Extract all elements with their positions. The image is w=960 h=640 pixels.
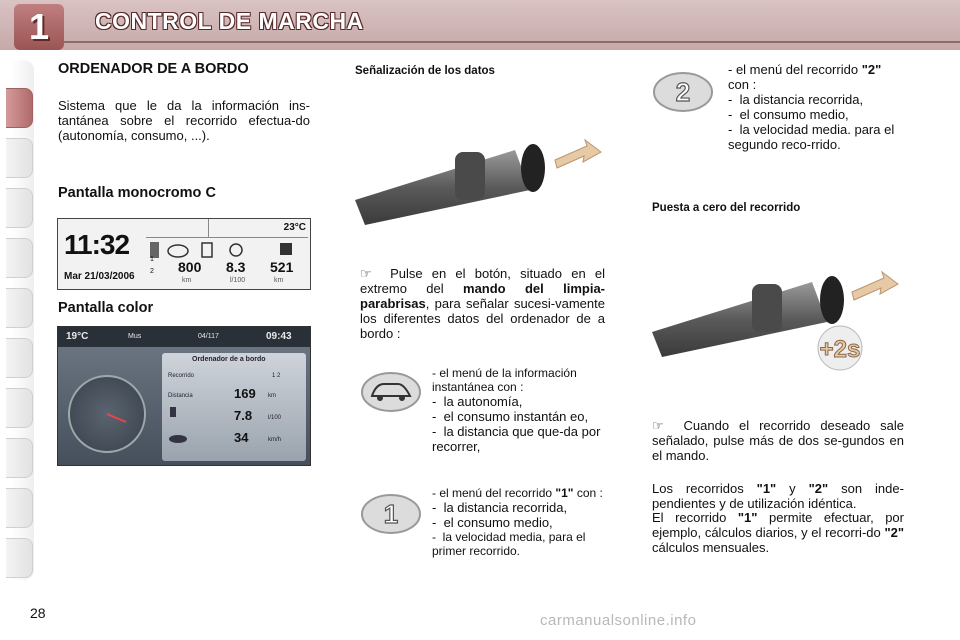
- page-number: 28: [30, 605, 46, 621]
- color-display-station: Mus: [128, 333, 142, 340]
- display-divider: [146, 237, 308, 238]
- display-clock: 11:32: [64, 229, 130, 260]
- panel-row-label: Distancia: [168, 393, 193, 399]
- wiper-stalk-reset-illustration: [652, 262, 902, 372]
- side-tab-chapter-4[interactable]: [6, 238, 33, 278]
- trip-2-badge-number: 2: [675, 77, 691, 107]
- stalk-button-icon: [820, 276, 844, 324]
- instant-menu: [432, 366, 608, 454]
- instant-menu-item: - el consumo instantán eo,: [432, 409, 589, 424]
- intro-paragraph: Sistema que le da la información ins-tantánea sobre el recorrido efectua-do (autonomía, consumo, ...).: [58, 98, 310, 143]
- chapter-number-badge: 1: [14, 4, 64, 50]
- trip-2-menu: [728, 62, 904, 152]
- side-tab-chapter-1[interactable]: [6, 88, 33, 128]
- panel-row-unit: km: [268, 393, 276, 399]
- compass-needle-icon: [70, 377, 144, 451]
- panel-title: Ordenador de a bordo: [192, 356, 266, 363]
- hold-timer-label: +2s: [819, 336, 861, 363]
- trip-computer-panel: [162, 353, 306, 461]
- trip-2-menu-item: - la velocidad media. para el segundo reco-rrido.: [728, 122, 895, 152]
- press-arrow-icon: [555, 140, 601, 168]
- trip-flag-1: 1: [150, 256, 154, 263]
- section-heading: ORDENADOR DE A BORDO: [58, 61, 249, 77]
- display-temperature: 23°C: [283, 222, 306, 233]
- trip-1-menu: [432, 486, 608, 558]
- display-divider-vertical: [208, 219, 209, 237]
- side-tabs: [0, 60, 34, 580]
- checkered-flag-icon: [280, 243, 292, 255]
- side-tab-chapter-3[interactable]: [6, 188, 33, 228]
- panel-row-unit: 1 2: [272, 373, 281, 379]
- trip-1-menu-title: - el menú del recorrido "1" con :: [432, 486, 603, 500]
- panel-row-value: 7.8: [234, 408, 253, 423]
- press-arrow-icon: [852, 272, 898, 300]
- color-display-track: 04/117: [198, 333, 219, 340]
- fuel-pump-icon: [170, 407, 176, 417]
- monochrome-display: [57, 218, 311, 290]
- wiper-stalk-illustration: [355, 130, 605, 230]
- side-tab-chapter-8[interactable]: [6, 438, 33, 478]
- pointing-hand-icon: ☞: [360, 266, 372, 281]
- car-menu-badge-icon: [360, 370, 422, 414]
- trip-flag-2: 2: [150, 268, 154, 275]
- instant-menu-title: - el menú de la información instantánea con :: [432, 366, 577, 394]
- trip-2-menu-item: - el consumo medio,: [728, 107, 849, 122]
- tank-icon: [230, 244, 242, 256]
- side-tab-chapter-2[interactable]: [6, 138, 33, 178]
- trip-icons: [150, 241, 308, 261]
- watermark: carmanualsonline.info: [540, 612, 697, 629]
- stalk-button-icon: [521, 144, 545, 192]
- trip-2-badge-icon: [652, 70, 714, 114]
- instant-menu-item: - la distancia que que-da por recorrer,: [432, 424, 601, 454]
- panel-row-unit: l/100: [268, 415, 282, 421]
- reset-instruction-text: Cuando el recorrido deseado sale señalado, pulse más de dos se-gundos en el mando.: [652, 418, 904, 463]
- panel-row-value: 169: [234, 386, 256, 401]
- color-display-temp: 19°C: [66, 331, 89, 342]
- trip-1-menu-item: - el consumo medio,: [432, 515, 553, 530]
- mono-display-heading: Pantalla monocromo C: [58, 185, 216, 201]
- trip-1-menu-item: - la distancia recorrida,: [432, 500, 568, 515]
- fuel-gauge-icon: [202, 243, 212, 257]
- color-display: [57, 326, 311, 466]
- display-value-range: 800: [178, 259, 202, 275]
- trips-note-1: Los recorridos "1" y "2" son inde-pendientes y de utilización idéntica.: [652, 481, 904, 511]
- trip-1-badge-icon: [360, 492, 422, 536]
- side-tab-chapter-5[interactable]: [6, 288, 33, 328]
- pointing-hand-icon: ☞: [652, 418, 664, 433]
- instruction-paragraph: [360, 266, 605, 341]
- instruction-text-tail: , para señalar sucesi-vamente los diferentes datos del ordenador de a bordo :: [360, 296, 605, 341]
- panel-row-value: 34: [234, 430, 249, 445]
- side-tab-chapter-7[interactable]: [6, 388, 33, 428]
- instruction-bold: mando del limpia-parabrisas: [360, 281, 605, 311]
- display-unit-distance: km: [274, 277, 284, 284]
- color-display-heading: Pantalla color: [58, 300, 154, 316]
- side-tab-chapter-10[interactable]: [6, 538, 33, 578]
- panel-row-label: Recorrido: [168, 373, 195, 379]
- panel-row-icons: [168, 403, 192, 453]
- trip-1-badge-number: 1: [383, 499, 399, 529]
- trip-1-menu-item: - la velocidad media, para el primer recorrido.: [432, 530, 586, 558]
- display-unit-range: km: [182, 277, 192, 284]
- data-signaling-heading: Señalización de los datos: [355, 65, 495, 77]
- car-icon: [168, 245, 188, 257]
- car-icon: [169, 435, 187, 443]
- trip-2-menu-title: - el menú del recorrido "2" con :: [728, 62, 882, 92]
- side-tab-chapter-6[interactable]: [6, 338, 33, 378]
- header-rule: [60, 41, 960, 43]
- display-value-distance: 521: [270, 259, 294, 275]
- trips-note-2: El recorrido "1" permite efectuar, por ejemplo, cálculos diarios, y el recorri-do "2" cálculos mensuales.: [652, 510, 904, 555]
- display-unit-consumption: l/100: [230, 277, 246, 284]
- reset-instruction: [652, 418, 904, 463]
- display-value-consumption: 8.3: [226, 259, 246, 275]
- panel-row-unit: km/h: [268, 437, 282, 443]
- page-title: CONTROL DE MARCHA: [95, 8, 364, 34]
- side-tab-chapter-9[interactable]: [6, 488, 33, 528]
- compass-gauge: [68, 375, 146, 453]
- color-display-statusbar: [58, 327, 310, 347]
- display-date: Mar 21/03/2006: [64, 271, 135, 282]
- color-display-time: 09:43: [266, 331, 292, 342]
- instruction-text: Pulse en el botón, situado en el extremo del: [360, 266, 605, 296]
- trip-2-menu-item: - la distancia recorrida,: [728, 92, 864, 107]
- reset-heading: Puesta a cero del recorrido: [652, 202, 801, 214]
- instant-menu-item: - la autonomía,: [432, 394, 523, 409]
